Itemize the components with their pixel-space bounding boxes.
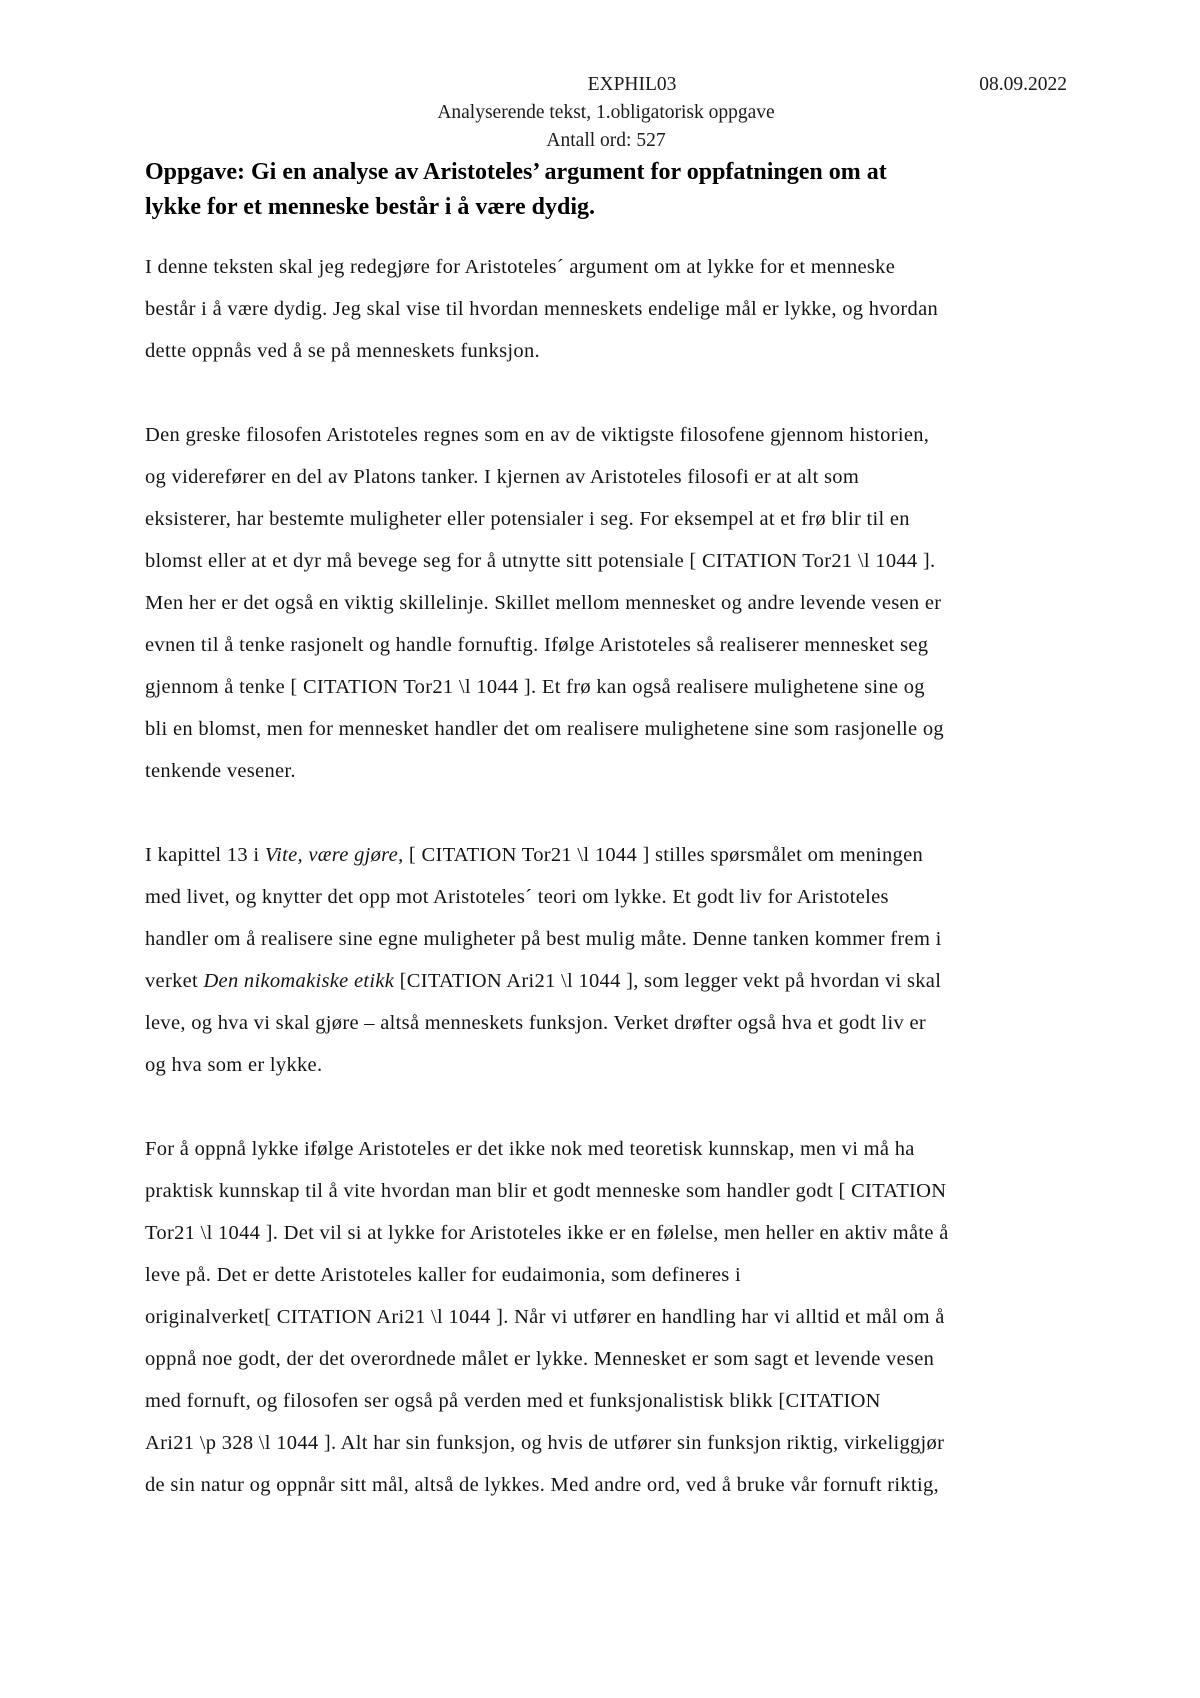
text-segment: I kapittel 13 i (145, 844, 265, 866)
text-line: bli en blomst, men for mennesket handler det om realisere mulighetene sine som rasjonelle og (145, 718, 944, 740)
text-line: består i å være dydig. Jeg skal vise til hvordan menneskets endelige mål er lykke, og hvordan (145, 298, 939, 320)
text-line: blomst eller at et dyr må bevege seg for å utnytte sitt potensiale [ CITATION Tor21 \l 1044 ]. (145, 550, 936, 572)
text-line: med fornuft, og filosofen ser også på verden med et funksjonalistisk blikk [CITATION (145, 1390, 881, 1412)
title-line: Oppgave: Gi en analyse av Aristoteles’ argument for oppfatningen om at (145, 159, 887, 185)
assignment-title (145, 155, 1067, 225)
text-line: praktisk kunnskap til å vite hvordan man blir et godt menneske som handler godt [ CITATION (145, 1180, 947, 1202)
text-line: evnen til å tenke rasjonelt og handle fornuftig. Ifølge Aristoteles så realiserer mennesket seg (145, 634, 929, 656)
text-line: tenkende vesener. (145, 760, 296, 782)
text-line: med livet, og knytter det opp mot Aristoteles´ teori om lykke. Et godt liv for Aristoteles (145, 886, 889, 908)
paragraph (145, 246, 1067, 372)
essay-body (145, 246, 1067, 1548)
paragraph (145, 414, 1067, 792)
header-date: 08.09.2022 (979, 74, 1067, 95)
word-count: Antall ord: 527 (546, 130, 666, 151)
text-segment: , [ CITATION Tor21 \l 1044 ] stilles spørsmålet om meningen (398, 844, 924, 866)
text-line: og hva som er lykke. (145, 1054, 323, 1076)
title-line: lykke for et menneske består i å være dydig. (145, 194, 595, 220)
text-line: dette oppnås ved å se på menneskets funksjon. (145, 340, 540, 362)
text-segment: [CITATION Ari21 \l 1044 ], som legger vekt på hvordan vi skal (394, 970, 942, 992)
document-header (145, 71, 1067, 155)
text-line: For å oppnå lykke ifølge Aristoteles er det ikke nok med teoretisk kunnskap, men vi må ha (145, 1138, 915, 1160)
text-line: leve, og hva vi skal gjøre – altså menneskets funksjon. Verket drøfter også hva et godt liv er (145, 1012, 927, 1034)
text-line: Ari21 \p 328 \l 1044 ]. Alt har sin funksjon, og hvis de utfører sin funksjon riktig, virkeliggjør (145, 1432, 945, 1454)
text-line: handler om å realisere sine egne muligheter på best mulig måte. Denne tanken kommer frem i (145, 928, 942, 950)
header-course-line (145, 71, 1067, 99)
paragraph (145, 1128, 1067, 1506)
text-line: Tor21 \l 1044 ]. Det vil si at lykke for Aristoteles ikke er en følelse, men heller en aktiv måte å (145, 1222, 949, 1244)
assignment-subtitle: Analyserende tekst, 1.obligatorisk oppgave (437, 102, 775, 123)
text-line (145, 834, 1067, 876)
text-line: originalverket[ CITATION Ari21 \l 1044 ]. Når vi utfører en handling har vi alltid et mål om å (145, 1306, 945, 1328)
text-line: de sin natur og oppnår sitt mål, altså de lykkes. Med andre ord, ved å bruke vår fornuft riktig, (145, 1474, 939, 1496)
text-segment: verket (145, 970, 204, 992)
course-code: EXPHIL03 (587, 74, 677, 95)
text-line (145, 960, 1067, 1002)
text-line: og viderefører en del av Platons tanker. I kjernen av Aristoteles filosofi er at alt som (145, 466, 860, 488)
text-line: leve på. Det er dette Aristoteles kaller for eudaimonia, som defineres i (145, 1264, 741, 1286)
text-line: gjennom å tenke [ CITATION Tor21 \l 1044 ]. Et frø kan også realisere mulighetene sine og (145, 676, 925, 698)
text-line: Den greske filosofen Aristoteles regnes som en av de viktigste filosofene gjennom historien, (145, 424, 930, 446)
italic-work-title: Vite, være gjøre (264, 844, 399, 866)
text-line: Men her er det også en viktig skillelinje. Skillet mellom mennesket og andre levende vesen er (145, 592, 942, 614)
text-line: oppnå noe godt, der det overordnede målet er lykke. Mennesket er som sagt et levende vesen (145, 1348, 935, 1370)
italic-work-title: Den nikomakiske etikk (203, 970, 395, 992)
text-line: I denne teksten skal jeg redegjøre for Aristoteles´ argument om at lykke for et menneske (145, 256, 896, 278)
paragraph (145, 834, 1067, 1086)
text-line: eksisterer, har bestemte muligheter eller potensialer i seg. For eksempel at et frø blir til en (145, 508, 910, 530)
